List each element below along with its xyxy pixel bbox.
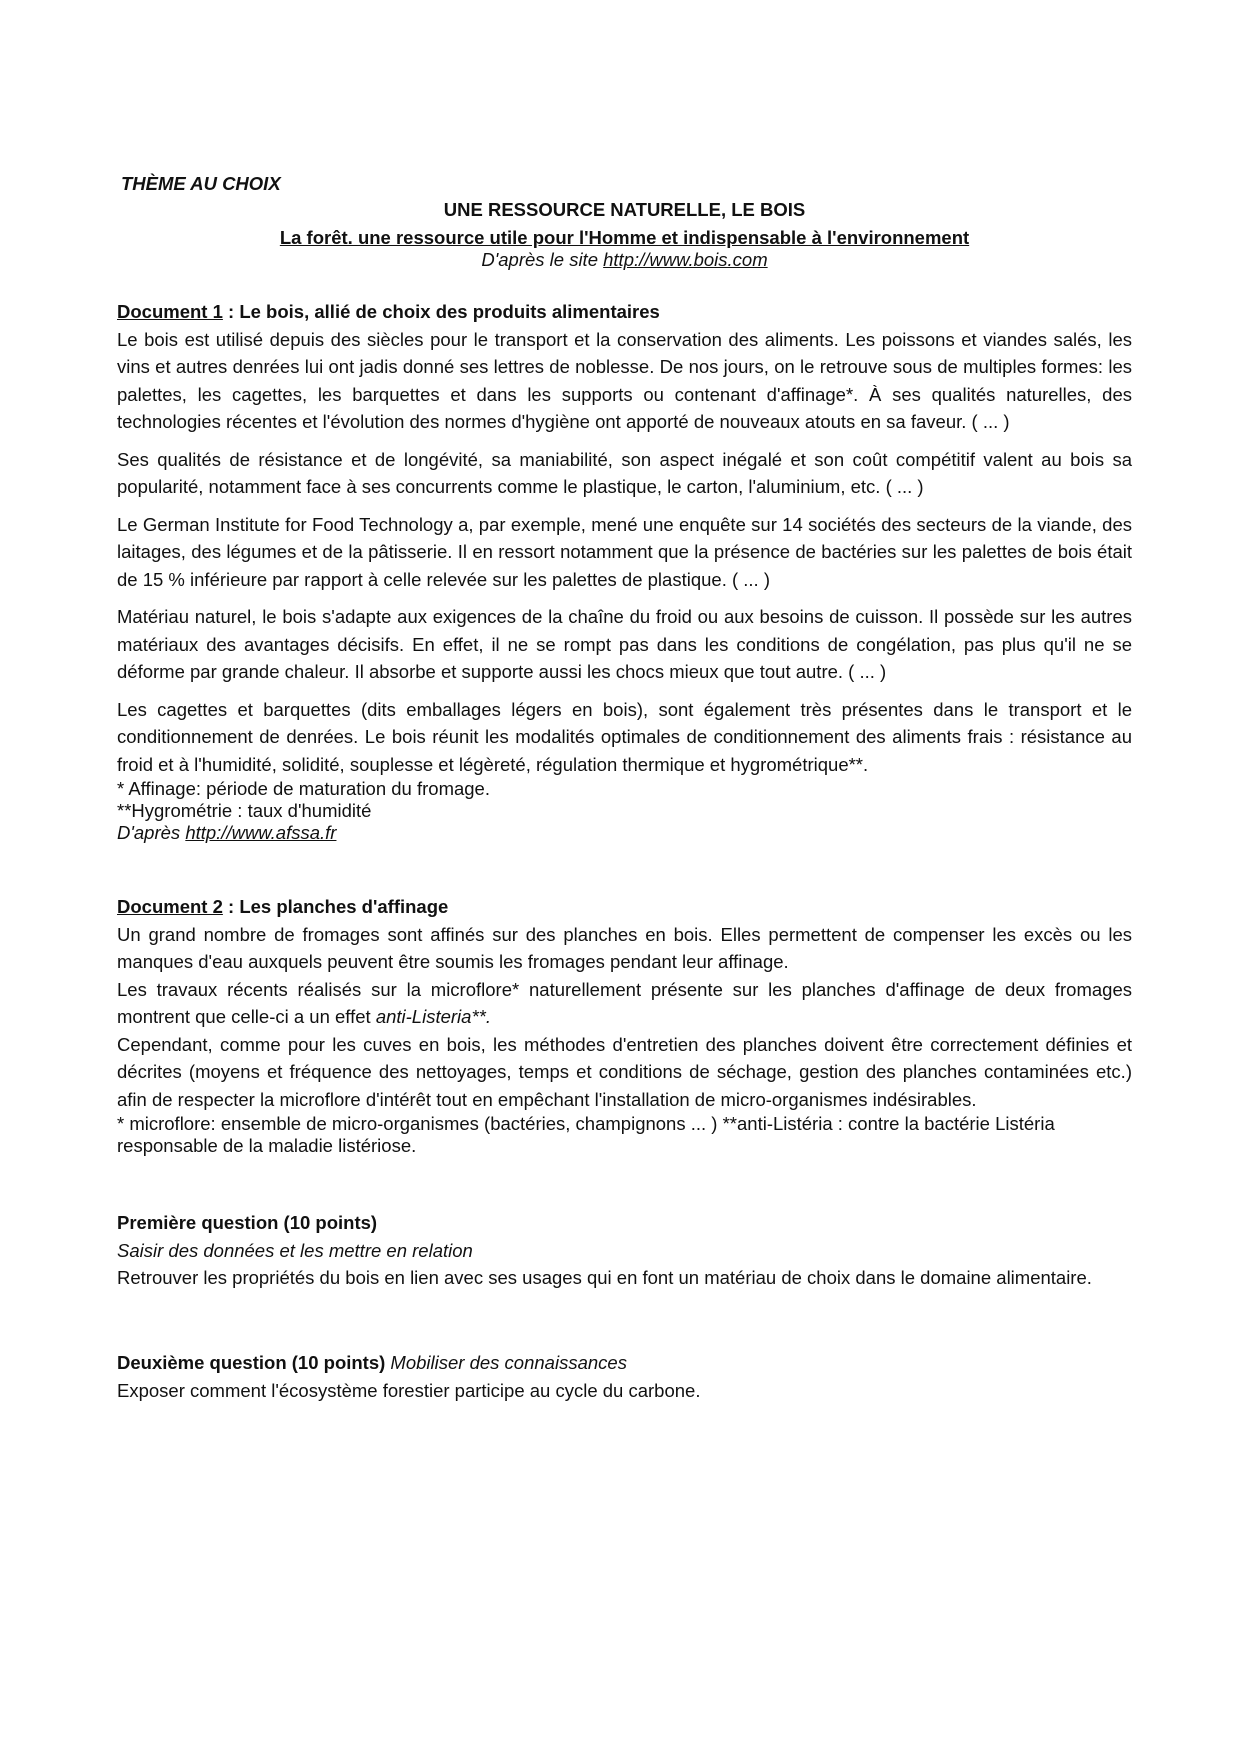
document-1-paragraph-3: Le German Institute for Food Technology a, par exemple, mené une enquête sur 14 sociétés des secteurs de la viande, des laitages, des légumes et de la pâtisserie. Il en ressort notamment que la présence de bactéries sur les palettes de bois était de 15 % inférieure par rapport à celle relevée sur les palettes de plastique. ( ... ) bbox=[117, 513, 1132, 590]
theme-label: THÈME AU CHOIX bbox=[121, 173, 281, 194]
question-1-text: Retrouver les propriétés du bois en lien avec ses usages qui en font un matériau de choix dans le domaine alimentaire. bbox=[117, 1267, 1092, 1288]
document-1-label: Document 1 bbox=[117, 301, 223, 322]
document-2-heading bbox=[117, 893, 1132, 921]
document-1-source-link[interactable]: http://www.afssa.fr bbox=[185, 822, 337, 843]
document-1-source-prefix: D'après bbox=[117, 822, 186, 843]
document-1-paragraph-2: Ses qualités de résistance et de longévité, sa maniabilité, son aspect inégalé et son coût compétitif valent au bois sa popularité, notamment face à ses concurrents comme le plastique, le carton, l'aluminium, etc. ( ... ) bbox=[117, 448, 1132, 497]
question-2-subtitle: Mobiliser des connaissances bbox=[385, 1352, 627, 1373]
question-2 bbox=[117, 1349, 1132, 1404]
question-2-heading bbox=[117, 1349, 1132, 1377]
question-2-title: Deuxième question (10 points) bbox=[117, 1352, 386, 1373]
document-2-paragraph-2-italic: anti-Listeria**. bbox=[375, 1006, 491, 1027]
header-source-link[interactable]: http://www.bois.com bbox=[603, 249, 768, 270]
document-1-source bbox=[117, 822, 1132, 844]
question-1-title: Première question (10 points) bbox=[117, 1212, 378, 1233]
document-1-heading bbox=[117, 298, 1132, 326]
document-2 bbox=[117, 893, 1132, 1157]
document-2-paragraph-2-text: Les travaux récents réalisés sur la microflore* naturellement présente sur les planches d'affinage de deux fromages montrent que celle-ci a un effet bbox=[117, 978, 1132, 1027]
document-2-note: * microflore: ensemble de micro-organismes (bactéries, champignons ... ) **anti-Listéria : contre la bactérie Listéria responsable de la maladie listériose. bbox=[117, 1113, 1055, 1156]
header-source-prefix: D'après le site bbox=[481, 249, 604, 270]
question-1 bbox=[117, 1209, 1132, 1292]
document-subtitle: La forêt. une ressource utile pour l'Homme et indispensable à l'environnement bbox=[279, 227, 970, 248]
header-source bbox=[117, 246, 1132, 273]
document-2-paragraph-3: Cependant, comme pour les cuves en bois, les méthodes d'entretien des planches doivent être correctement définies et décrites (moyens et fréquence des nettoyages, temps et conditions de séchage, gestion des planches contaminées etc.) afin de respecter la microflore d'intérêt tout en empêchant l'installation de micro-organismes indésirables. bbox=[117, 1033, 1132, 1110]
question-1-subtitle: Saisir des données et les mettre en relation bbox=[117, 1239, 473, 1261]
document-1-note-1: * Affinage: période de maturation du fromage. bbox=[117, 778, 490, 799]
document-2-heading-text: : Les planches d'affinage bbox=[222, 896, 449, 917]
document-1-paragraph-1: Le bois est utilisé depuis des siècles pour le transport et la conservation des aliments. Les poissons et viandes salés, les vins et autres denrées lui ont jadis donné ses lettres de noblesse. De nos jours, on le retrouve sous de multiples formes: les palettes, les cagettes, les barquettes et dans les supports ou contenant d'affinage*. À ses qualités naturelles, des technologies récentes et l'évolution des normes d'hygiène ont apporté de nouveaux atouts en sa faveur. ( ... ) bbox=[117, 328, 1132, 432]
document-2-paragraph-2 bbox=[117, 976, 1132, 1031]
document-title: UNE RESSOURCE NATURELLE, LE BOIS bbox=[443, 199, 806, 220]
document-2-paragraph-1: Un grand nombre de fromages sont affinés sur des planches en bois. Elles permettent de compenser les excès ou les manques d'eau auxquels peuvent être soumis les fromages pendant leur affinage. bbox=[117, 923, 1132, 972]
document-1-paragraph-4: Matériau naturel, le bois s'adapte aux exigences de la chaîne du froid ou aux besoins de cuisson. Il possède sur les autres matériaux des avantages décisifs. En effet, il ne se rompt pas dans les conditions de congélation, pas plus qu'il ne se déforme par grande chaleur. Il absorbe et supporte aussi les chocs mieux que tout autre. ( ... ) bbox=[117, 606, 1132, 682]
document-1-heading-text: : Le bois, allié de choix des produits alimentaires bbox=[222, 301, 660, 322]
document-1 bbox=[117, 298, 1132, 844]
document-1-paragraph-5: Les cagettes et barquettes (dits emballages légers en bois), sont également très présentes dans le transport et le conditionnement de denrées. Le bois réunit les modalités optimales de conditionnement des aliments frais : résistance au froid et à l'humidité, solidité, souplesse et légèreté, régulation thermique et hygrométrique**. bbox=[117, 698, 1132, 775]
document-1-note-2: **Hygrométrie : taux d'humidité bbox=[117, 800, 372, 821]
question-2-text: Exposer comment l'écosystème forestier participe au cycle du carbone. bbox=[117, 1379, 701, 1401]
document-2-label: Document 2 bbox=[117, 896, 223, 917]
